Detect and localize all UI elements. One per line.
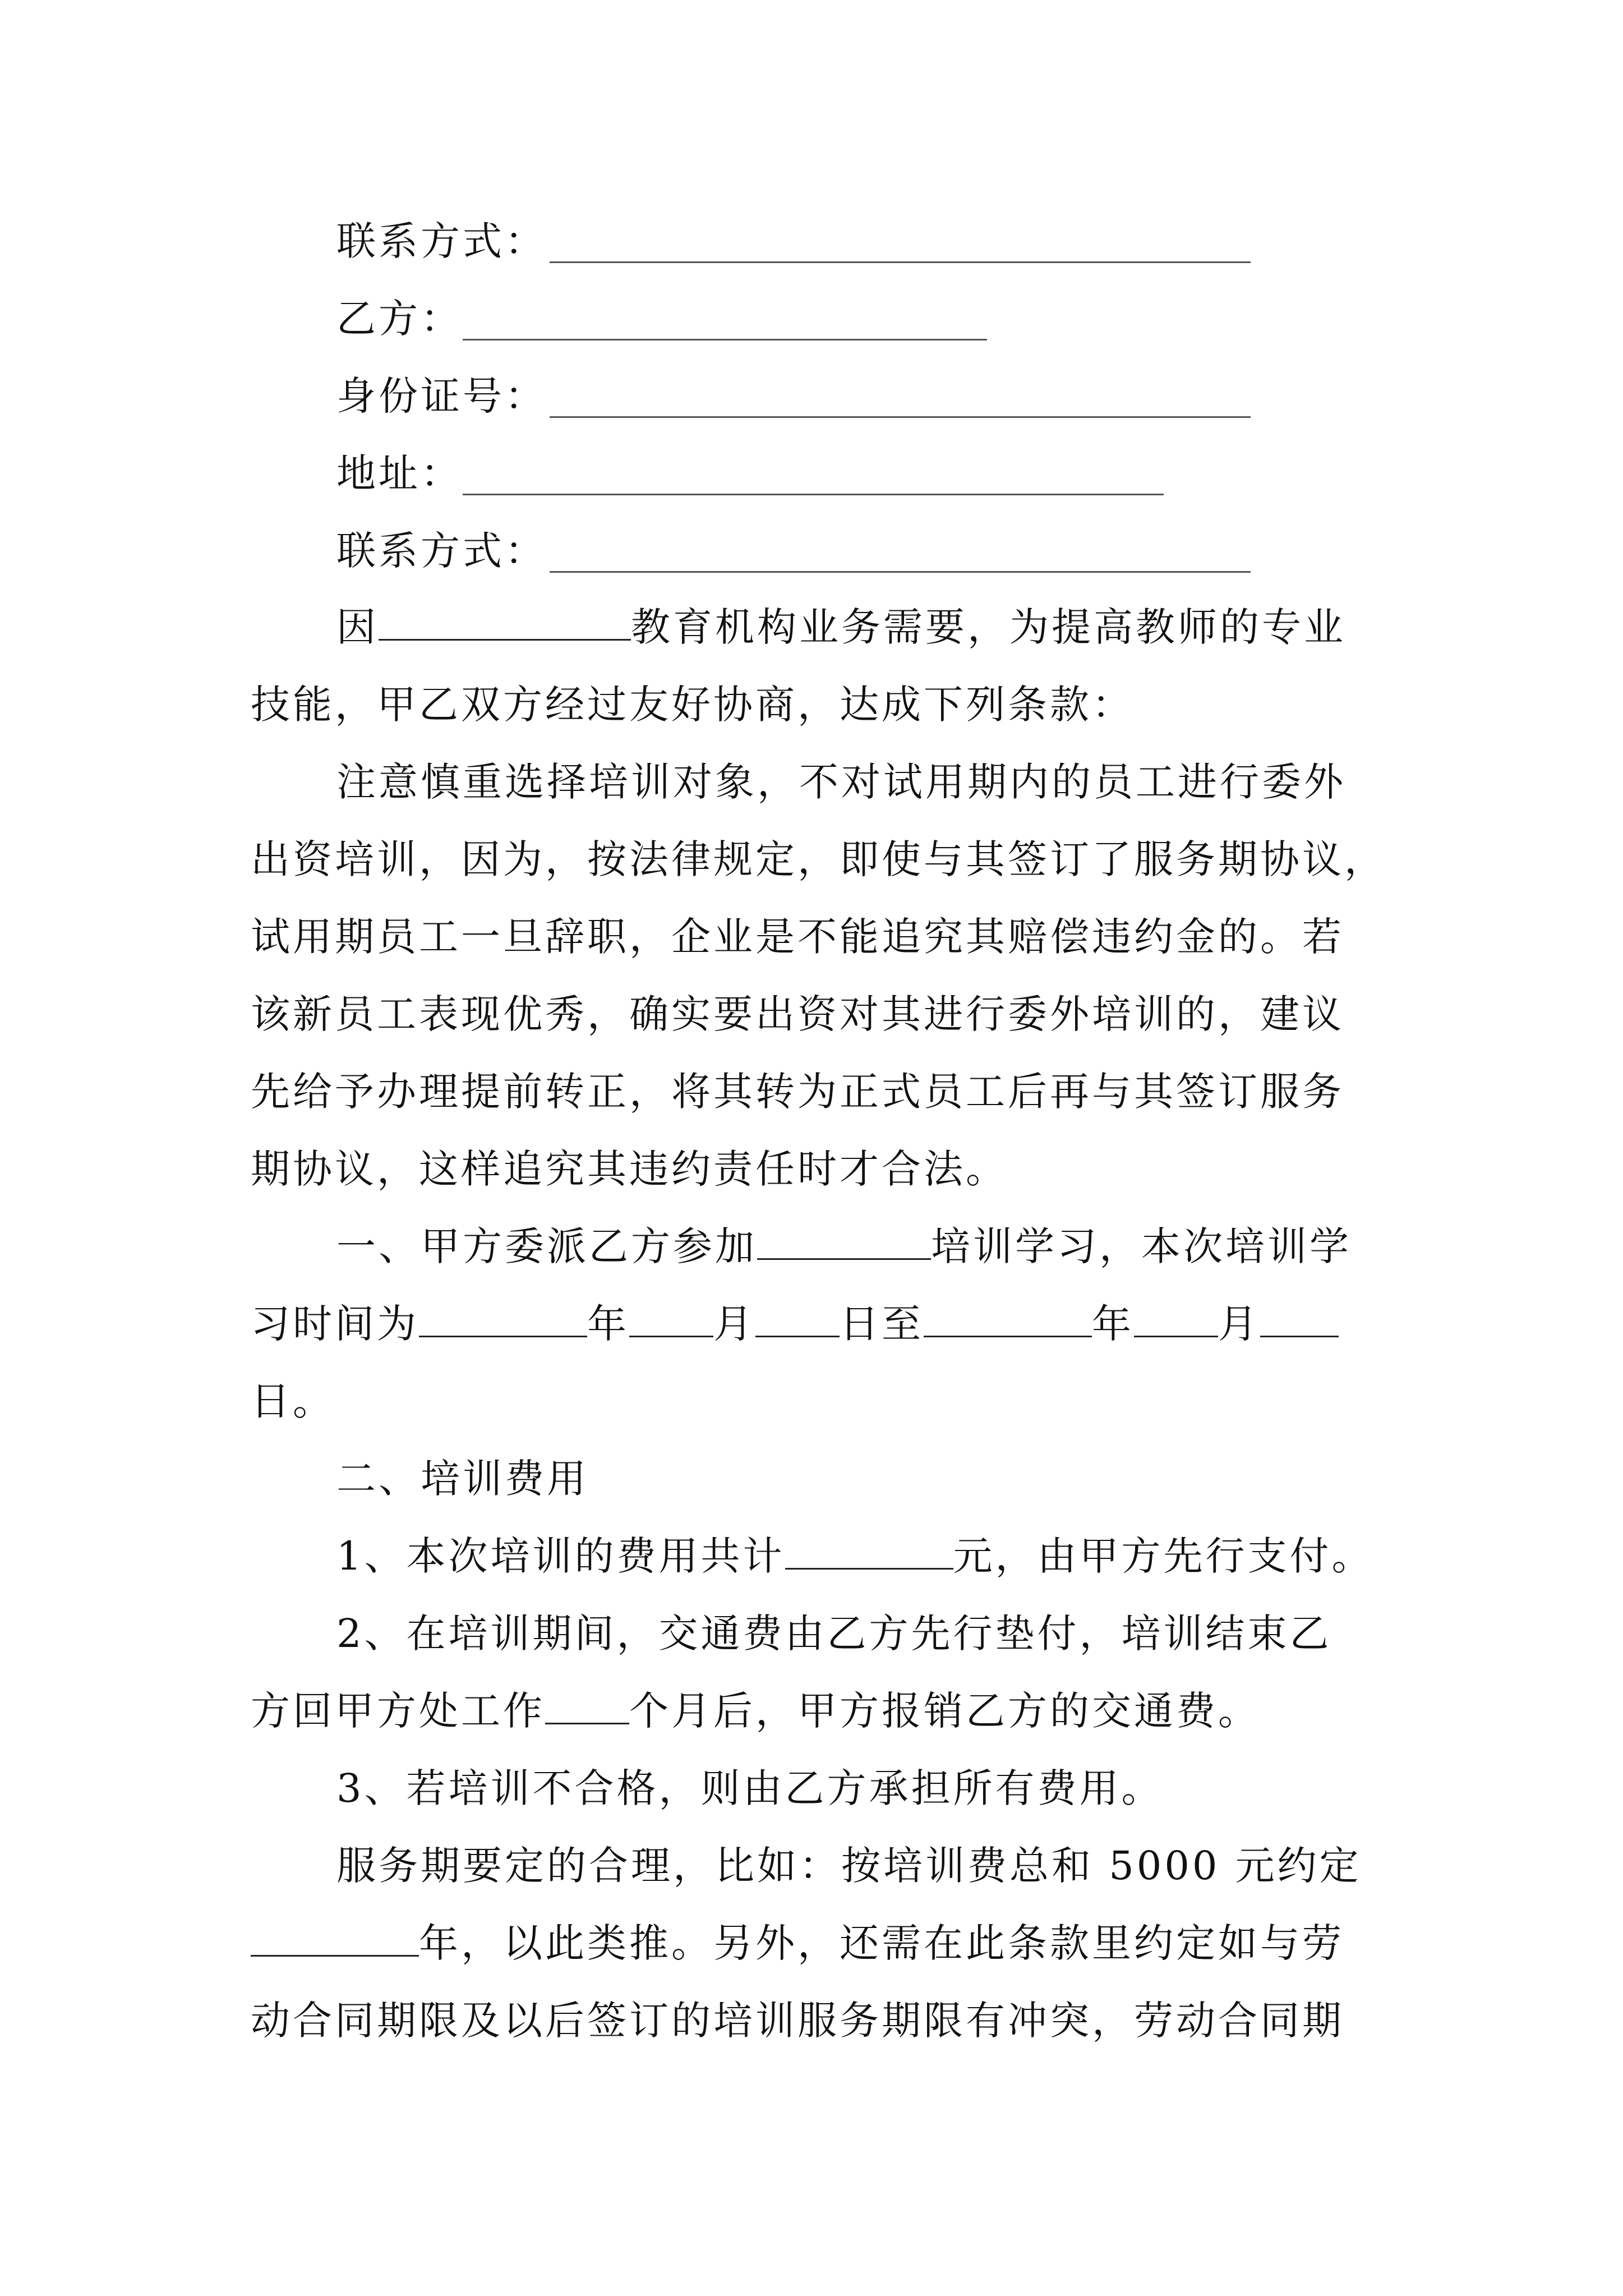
id-number-label: 身份证号： (336, 373, 547, 419)
clause-1-year2: 年 (1092, 1301, 1134, 1347)
end-day-blank[interactable] (1260, 1297, 1339, 1337)
clause-1-line-3: 日。 (251, 1378, 335, 1424)
institution-blank[interactable] (379, 601, 631, 641)
clause-2-item-1-b: 元，由甲方先行支付。 (953, 1533, 1374, 1579)
clause-1-c: 习时间为 (251, 1301, 419, 1347)
clause-1-a: 一、甲方委派乙方参加 (336, 1223, 757, 1269)
contact-label-party-a: 联系方式： (336, 218, 547, 264)
clause-1-year1: 年 (587, 1301, 629, 1347)
contact-label-party-b: 联系方式： (336, 528, 547, 574)
intro-line-1 (336, 599, 1346, 655)
clause-1-b: 培训学习，本次培训学 (931, 1223, 1352, 1269)
service-line-2 (251, 1915, 1344, 1971)
service-line-1: 服务期要定的合理，比如：按培训费总和 5000 元约定 (336, 1843, 1362, 1889)
clause-2-item-3: 3、若培训不合格，则由乙方承担所有费用。 (336, 1765, 1164, 1811)
note-line-1: 注意慎重选择培训对象，不对试用期内的员工进行委外 (336, 759, 1346, 805)
clause-1-month2: 月 (1218, 1301, 1260, 1347)
address-blank[interactable] (463, 494, 1164, 495)
note-line-6: 期协议，这样追究其违约责任时才合法。 (251, 1146, 1008, 1192)
start-day-blank[interactable] (755, 1297, 840, 1337)
training-name-blank[interactable] (757, 1220, 931, 1260)
service-line-3: 动合同期限及以后签订的培训服务期限有冲突，劳动合同期 (251, 1998, 1344, 2044)
contact-blank-party-a[interactable] (550, 261, 1251, 263)
service-years-blank[interactable] (251, 1917, 419, 1957)
end-year-blank[interactable] (924, 1297, 1092, 1337)
start-year-blank[interactable] (419, 1297, 587, 1337)
clause-1-line-2 (251, 1296, 1339, 1352)
end-month-blank[interactable] (1134, 1297, 1218, 1337)
clause-2-item-1 (336, 1528, 1374, 1584)
address-label: 地址： (336, 450, 463, 496)
intro-suffix: 教育机构业务需要，为提高教师的专业 (631, 604, 1346, 650)
clause-1-line-1 (336, 1218, 1352, 1274)
clause-2-item-1-a: 1、本次培训的费用共计 (336, 1533, 785, 1579)
clause-1-month1: 月 (713, 1301, 755, 1347)
note-line-5: 先给予办理提前转正，将其转为正式员工后再与其签订服务 (251, 1069, 1344, 1115)
note-line-3: 试用期员工一旦辞职，企业是不能追究其赔偿违约金的。若 (251, 914, 1344, 960)
clause-2-item-2-line-2 (251, 1683, 1260, 1739)
id-number-blank[interactable] (550, 416, 1251, 418)
clause-2-item-2-a: 方回甲方处工作 (251, 1688, 545, 1734)
clause-1-day-to: 日至 (840, 1301, 924, 1347)
intro-prefix: 因 (336, 604, 379, 650)
work-months-blank[interactable] (545, 1685, 629, 1724)
contact-blank-party-b[interactable] (550, 571, 1251, 573)
clause-2-title: 二、培训费用 (336, 1456, 589, 1502)
clause-2-item-2-line-1: 2、在培训期间，交通费由乙方先行垫付，培训结束乙 (336, 1611, 1332, 1657)
fee-amount-blank[interactable] (785, 1530, 953, 1570)
start-month-blank[interactable] (629, 1297, 713, 1337)
note-line-2: 出资培训，因为，按法律规定，即使与其签订了服务期协议， (251, 836, 1386, 882)
intro-line-2: 技能，甲乙双方经过友好协商，达成下列条款： (251, 682, 1134, 728)
clause-2-item-2-b: 个月后，甲方报销乙方的交通费。 (629, 1688, 1260, 1734)
note-line-4: 该新员工表现优秀，确实要出资对其进行委外培训的，建议 (251, 991, 1344, 1037)
party-b-blank[interactable] (463, 339, 987, 341)
party-b-label: 乙方： (336, 296, 463, 342)
service-line-2-text: 年，以此类推。另外，还需在此条款里约定如与劳 (419, 1920, 1344, 1966)
